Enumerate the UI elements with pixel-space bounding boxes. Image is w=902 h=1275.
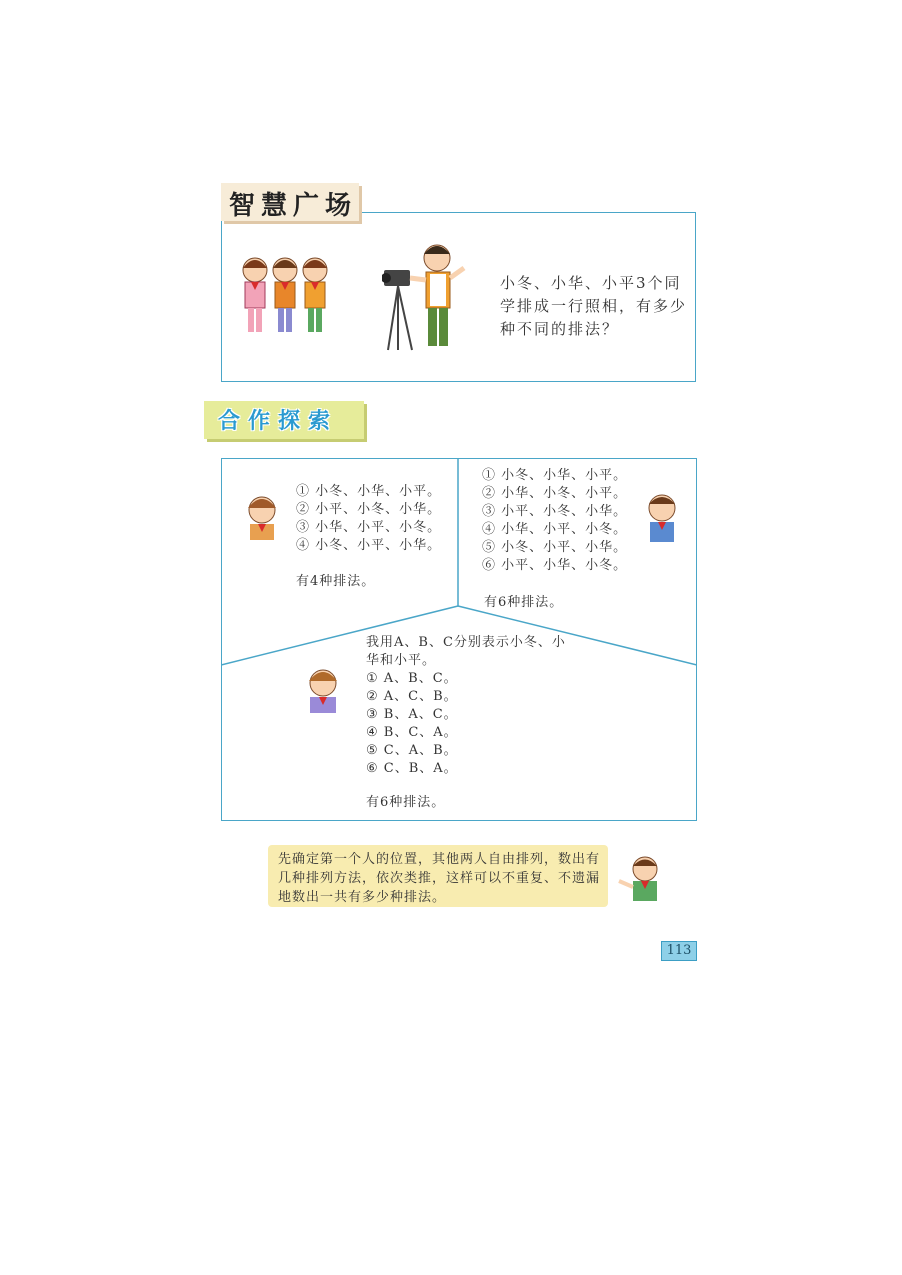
list-item: ① 小冬、小华、小平。 [296, 484, 442, 499]
list-item: ④ 小华、小平、小冬。 [482, 522, 628, 537]
boy-pointing-illustration [615, 853, 670, 903]
letter-solution-list [366, 670, 458, 778]
list-item: ⑤ 小冬、小平、小华。 [482, 540, 628, 555]
list-item: ⑥ C、B、A。 [366, 761, 458, 776]
boy-solution-conclusion: 有6种排法。 [484, 595, 564, 610]
list-item: ③ 小华、小平、小冬。 [296, 520, 442, 535]
list-item: ① A、B、C。 [366, 671, 458, 686]
girl2-avatar [300, 665, 346, 715]
list-item: ③ 小平、小冬、小华。 [482, 504, 628, 519]
problem-statement: 小冬、小华、小平3个同学排成一行照相，有多少种不同的排法？ [500, 274, 688, 338]
boy-avatar [638, 490, 686, 542]
list-item: ② 小华、小冬、小平。 [482, 486, 628, 501]
list-item: ④ B、C、A。 [366, 725, 458, 740]
photographer-illustration [382, 240, 477, 352]
list-item: ① 小冬、小华、小平。 [482, 468, 628, 483]
tip-text: 先确定第一个人的位置，其他两人自由排列，数出有几种排列方法，依次类推，这样可以不重复、不遗漏地数出一共有多少种排法。 [278, 852, 601, 905]
girl-avatar [238, 492, 286, 540]
three-children-illustration [238, 252, 338, 342]
section-title-wisdom-square [221, 183, 359, 221]
list-item: ② A、C、B。 [366, 689, 458, 704]
list-item: ③ B、A、C。 [366, 707, 458, 722]
section-title-text: 智慧广场 [229, 191, 358, 221]
list-item: ② 小平、小冬、小华。 [296, 502, 442, 517]
page-number: 113 [661, 941, 697, 961]
list-item: ⑤ C、A、B。 [366, 743, 458, 758]
letter-solution-conclusion: 有6种排法。 [366, 795, 446, 810]
list-item: ⑥ 小平、小华、小冬。 [482, 558, 628, 573]
girl-solution-list [296, 483, 441, 555]
list-item: ④ 小冬、小平、小华。 [296, 538, 442, 553]
section-title-cooperative-exploration [204, 401, 364, 439]
boy-solution-list [482, 467, 627, 575]
girl-solution-conclusion: 有4种排法。 [296, 574, 376, 589]
section-title-text: 合作探索 [218, 409, 339, 434]
letter-solution-intro: 我用A、B、C分别表示小冬、小华和小平。 [366, 635, 566, 668]
